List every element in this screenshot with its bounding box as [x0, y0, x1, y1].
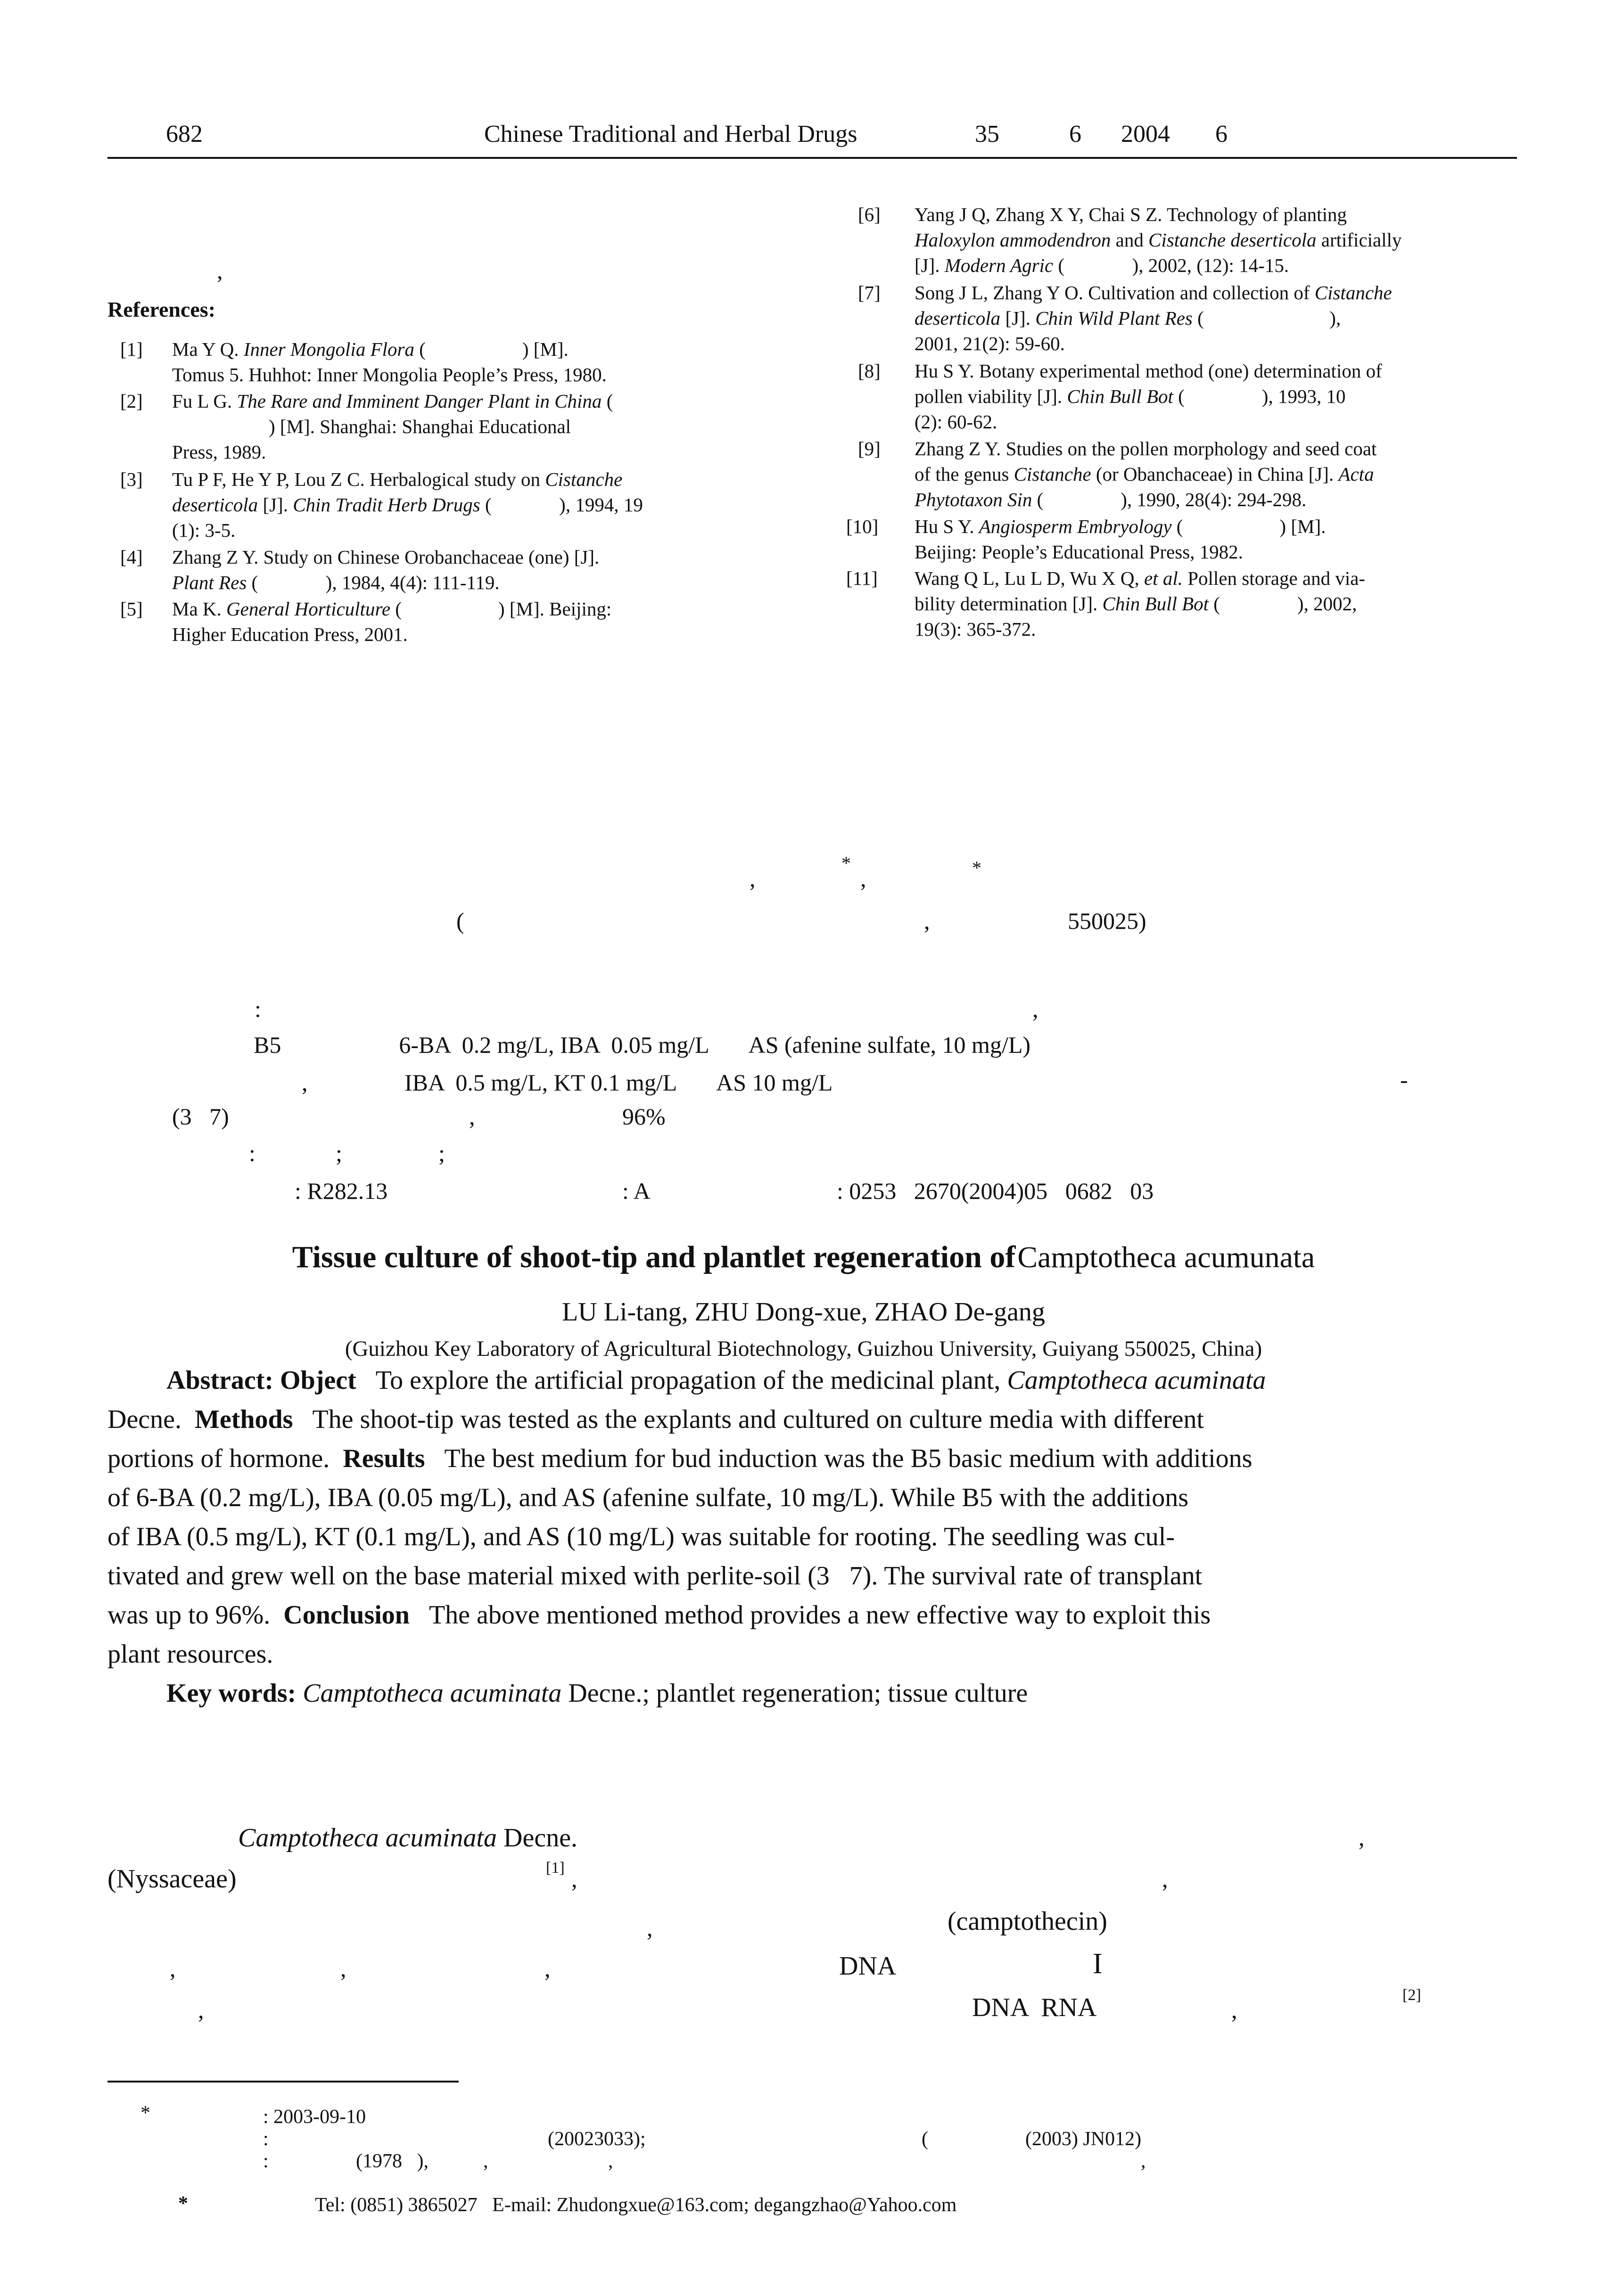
reference-number: [5] [120, 598, 143, 620]
reference-number: [2] [120, 390, 143, 412]
header-rule [107, 157, 1517, 159]
authors-en: LU Li-tang, ZHU Dong-xue, ZHAO De-gang [562, 1297, 1045, 1327]
body-dna-rna: DNA RNA [972, 1993, 1097, 2022]
bio-comma: , [483, 2150, 488, 2172]
body-comma: , [170, 1955, 176, 1982]
abstract-cn-percent: 96% [622, 1103, 666, 1130]
prev-article-comma: , [217, 257, 223, 284]
journal-volume: 35 [975, 121, 999, 148]
body-comma: , [647, 1915, 653, 1941]
affiliation-cn-comma: , [924, 908, 930, 934]
abstract-cn-dash: - [1400, 1066, 1408, 1093]
bio-comma: , [608, 2150, 613, 2172]
keywords-cn-semicolon: ; [438, 1140, 445, 1166]
affiliation-cn-open: ( [456, 908, 464, 934]
references-heading: References: [107, 297, 216, 321]
keywords-cn-colon: : [249, 1140, 255, 1166]
author-comma: , [860, 865, 866, 892]
reference-number: [6] [858, 204, 881, 225]
author-comma: , [750, 865, 756, 892]
reference-number: [4] [120, 546, 143, 568]
body-comma: , [198, 1997, 204, 2023]
article-title-en: Tissue culture of shoot-tip and plantlet regeneration of Camptotheca acumunata [292, 1240, 1315, 1274]
footnote-star: * [140, 2102, 150, 2124]
fund-number: (2003) JN012) [1025, 2128, 1142, 2150]
reference-number: [3] [120, 468, 143, 490]
reference-number: [7] [858, 282, 881, 303]
abstract-cn-comma: , [302, 1069, 308, 1096]
body-comma: , [544, 1955, 551, 1982]
reference-number: [1] [120, 338, 143, 360]
abstract-cn-colon: : [255, 996, 261, 1022]
body-comma: , [1231, 1997, 1237, 2023]
body-comma: , [1162, 1866, 1168, 1892]
keywords-cn-semicolon: ; [336, 1140, 342, 1166]
abstract-cn-ratio: (3 7) [172, 1103, 229, 1130]
fund-open: ( [922, 2128, 928, 2150]
results-label: Results [343, 1444, 425, 1473]
body-comma: , [1359, 1824, 1365, 1851]
conclusion-label: Conclusion [283, 1600, 410, 1630]
corresponding-star: * [178, 2193, 188, 2214]
body-ref-marker: [1] [546, 1859, 565, 1877]
reference-number: [10] [846, 516, 879, 537]
bio-year: (1978 ), [356, 2150, 429, 2172]
abstract-en: Abstract: Object To explore the artificial propagation of the medicinal plant, Camptotheca acuminata Decne. Methods The shoot-tip was tested as the explants and cultured on culture media with different portions of hormone. Results The best medium for bud induction was the B5 basic medium with additions of 6-BA (0.2 mg/L), IBA (0.05 mg/L), and AS (afenine sulfate, 10 mg/L). While B5 with the additions of IBA (0.5 mg/L), KT (0.1 mg/L), and AS (10 mg/L) was suitable for rooting. The seedling was cul- tivated and grew well on the base material mixed with perlite-soil (3 7). The survival rate of transplant was up to 96%. Conclusion The above mentioned method provides a new effective way to exploit this plant resources. Key words: Camptotheca acuminata Decne.; plantlet regeneration; tissue culture [107, 1361, 1517, 1713]
bio-comma: , [1141, 2150, 1146, 2172]
body-dna: DNA [839, 1952, 897, 1981]
body-family: (Nyssaceae) [107, 1864, 237, 1894]
fund-number: (20023033); [548, 2128, 646, 2150]
footnote-rule [107, 2081, 459, 2083]
article-number: : 0253 2670(2004)05 0682 03 [837, 1178, 1154, 1204]
body-ref-marker: [2] [1402, 1986, 1421, 2004]
methods-label: Methods [195, 1405, 293, 1434]
journal-year: 2004 [1121, 121, 1170, 148]
abstract-cn-line: B5 6-BA 0.2 mg/L, IBA 0.05 mg/L AS (afenine sulfate, 10 mg/L) [254, 1032, 1031, 1058]
fund-colon: : [263, 2128, 269, 2150]
affiliation-en: (Guizhou Key Laboratory of Agricultural Biotechnology, Guizhou University, Guiyang 550025, China) [345, 1337, 1262, 1361]
body-topo: I [1093, 1948, 1103, 1980]
reference-number: [9] [858, 438, 881, 459]
body-species: Camptotheca acuminata Decne. [238, 1823, 578, 1853]
abstract-cn-comma: , [469, 1103, 475, 1130]
reference-number: [8] [858, 360, 881, 382]
body-term: (camptothecin) [948, 1907, 1107, 1936]
keywords-en: Key words: Camptotheca acuminata Decne.; plantlet regeneration; tissue culture [166, 1679, 1028, 1708]
journal-name: Chinese Traditional and Herbal Drugs [484, 121, 857, 148]
page-number: 682 [166, 121, 203, 148]
received-date: : 2003-09-10 [263, 2106, 366, 2128]
journal-month: 6 [1215, 121, 1228, 148]
abstract-cn-line: IBA 0.5 mg/L, KT 0.1 mg/L AS 10 mg/L [404, 1069, 833, 1096]
abstract-cn-comma: , [1032, 996, 1038, 1022]
author-star: * [841, 853, 851, 874]
body-comma: , [340, 1955, 346, 1982]
document-code: : A [622, 1178, 651, 1204]
abstract-label: Abstract: [166, 1366, 274, 1395]
object-label: Object [280, 1366, 356, 1395]
author-star: * [972, 857, 981, 878]
corresponding-contact: Tel: (0851) 3865027 E-mail: Zhudongxue@163.com; degangzhao@Yahoo.com [315, 2194, 957, 2216]
journal-issue: 6 [1069, 121, 1081, 148]
classification-number: : R282.13 [295, 1178, 388, 1204]
body-comma: , [571, 1866, 577, 1892]
affiliation-cn-zip: 550025) [1068, 908, 1146, 934]
bio-colon: : [263, 2150, 269, 2172]
reference-number: [11] [846, 567, 878, 589]
